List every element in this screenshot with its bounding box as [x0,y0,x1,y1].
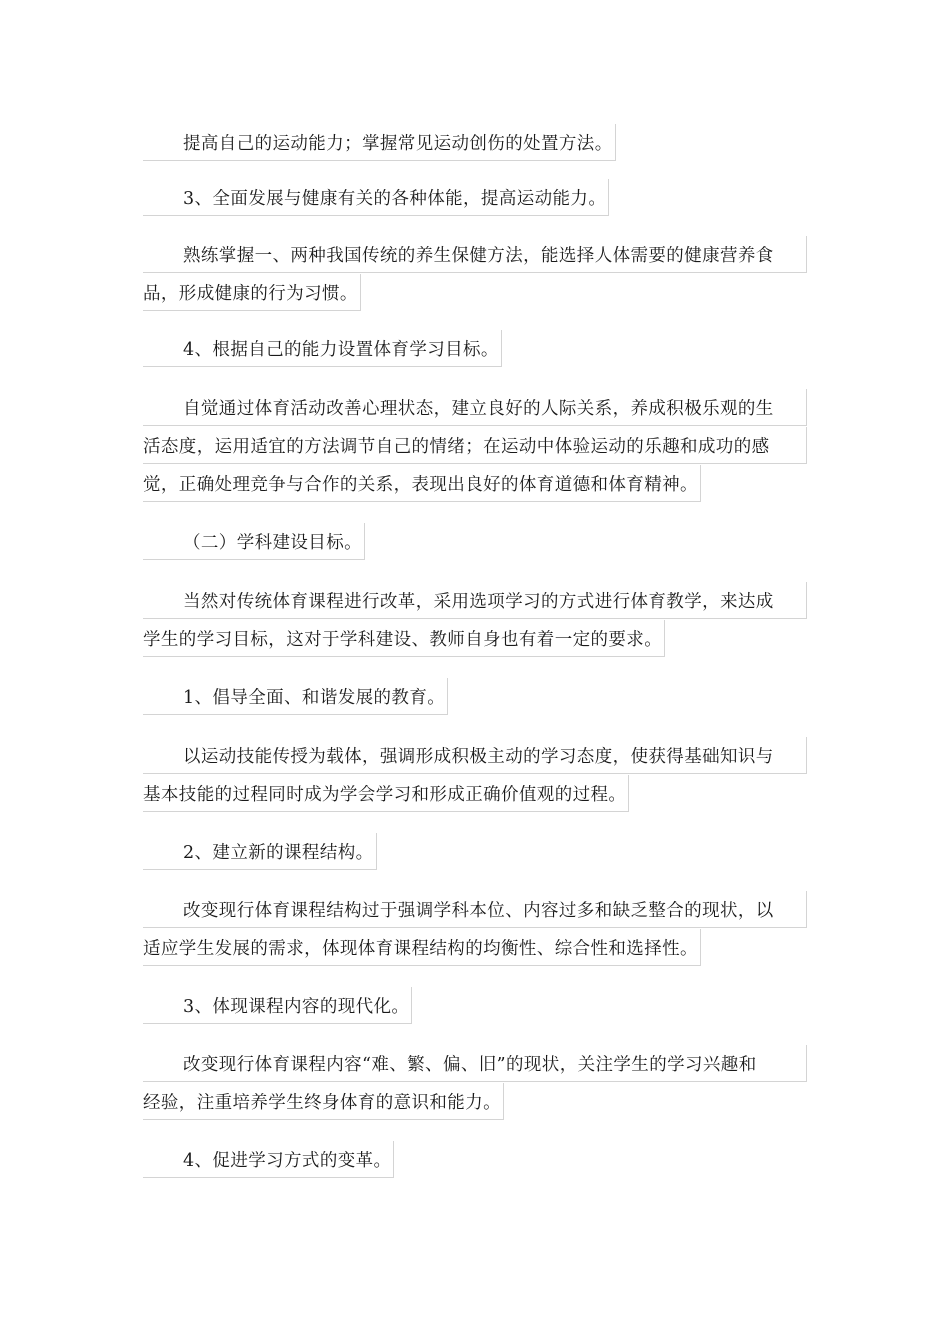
text-line: 以运动技能传授为载体，强调形成积极主动的学习态度，使获得基础知识与 [143,737,807,774]
text-line: 3、全面发展与健康有关的各种体能，提高运动能力。 [143,179,609,216]
text-line: （二）学科建设目标。 [143,523,365,560]
text-line: 经验，注重培养学生终身体育的意识和能力。 [143,1083,504,1120]
paragraph-12 [143,987,807,1025]
paragraph-11 [143,891,807,967]
text-line: 活态度，运用适宜的方法调节自己的情绪；在运动中体验运动的乐趣和成功的感 [143,427,807,464]
text-line: 当然对传统体育课程进行改革，采用选项学习的方式进行体育教学，来达成 [143,582,807,619]
paragraph-5 [143,389,807,503]
text-line: 提高自己的运动能力；掌握常见运动创伤的处置方法。 [143,124,616,161]
text-line: 学生的学习目标，这对于学科建设、教师自身也有着一定的要求。 [143,620,665,657]
text-line: 自觉通过体育活动改善心理状态，建立良好的人际关系，养成积极乐观的生 [143,389,807,426]
paragraph-8 [143,678,807,716]
text-line: 4、根据自己的能力设置体育学习目标。 [143,330,502,367]
paragraph-3 [143,236,807,312]
paragraph-2 [143,179,807,217]
text-line: 改变现行体育课程结构过于强调学科本位、内容过多和缺乏整合的现状，以 [143,891,807,928]
paragraph-7 [143,582,807,658]
text-line: 品，形成健康的行为习惯。 [143,274,361,311]
text-line: 基本技能的过程同时成为学会学习和形成正确价值观的过程。 [143,775,629,812]
paragraph-1 [143,124,807,162]
text-line: 适应学生发展的需求，体现体育课程结构的均衡性、综合性和选择性。 [143,929,701,966]
text-line: 熟练掌握一、两种我国传统的养生保健方法，能选择人体需要的健康营养食 [143,236,807,273]
paragraph-6 [143,523,807,561]
paragraph-10 [143,833,807,871]
text-line: 觉，正确处理竞争与合作的关系，表现出良好的体育道德和体育精神。 [143,465,701,502]
paragraph-9 [143,737,807,813]
text-line: 2、建立新的课程结构。 [143,833,377,870]
text-line: 3、体现课程内容的现代化。 [143,987,412,1024]
paragraph-4 [143,330,807,368]
text-line: 1、倡导全面、和谐发展的教育。 [143,678,448,715]
text-line: 改变现行体育课程内容“难、繁、偏、旧”的现状，关注学生的学习兴趣和 [143,1045,807,1082]
paragraph-14 [143,1141,807,1179]
paragraph-13 [143,1045,807,1121]
text-line: 4、促进学习方式的变革。 [143,1141,394,1178]
